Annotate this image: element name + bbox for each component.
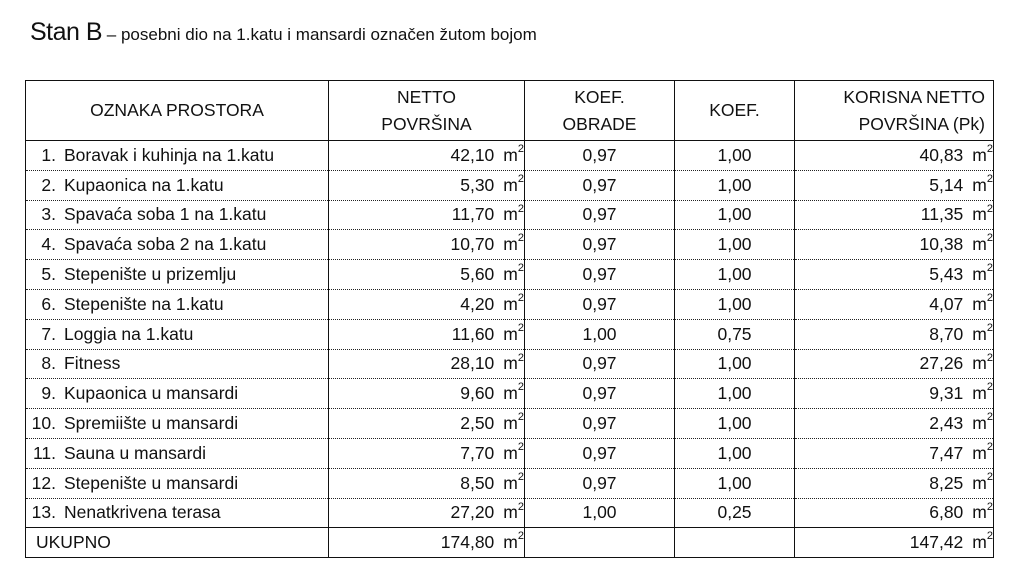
room-name: Stepenište na 1.katu [64, 293, 224, 314]
unit-label: $m^2$ [972, 470, 993, 493]
cell-koef: 1,00 [675, 200, 795, 230]
unit-label: $m^2$ [503, 232, 524, 255]
netto-value: 8,50 [460, 472, 495, 493]
unit-label: $m^2$ [972, 262, 993, 285]
room-name: Fitness [64, 353, 121, 374]
cell-room [26, 289, 329, 319]
cell-netto [329, 170, 525, 200]
cell-korisna [795, 319, 994, 349]
table-row [26, 200, 994, 230]
netto-value: 5,30 [460, 174, 495, 195]
table-row [26, 349, 994, 379]
cell-koef-obrade: 0,97 [525, 438, 675, 468]
table-header-row [26, 81, 994, 141]
unit-label: $m^2$ [972, 411, 993, 434]
room-name: Loggia na 1.katu [64, 323, 194, 344]
netto-value: 28,10 [450, 353, 495, 374]
cell-koef-obrade: 0,97 [525, 468, 675, 498]
total-row [26, 528, 994, 558]
unit-label: $m^2$ [503, 470, 524, 493]
netto-value: 7,70 [460, 442, 495, 463]
row-number: 9. [41, 383, 56, 404]
cell-koef-obrade: 0,97 [525, 230, 675, 260]
unit-label: $m^2$ [503, 262, 524, 285]
unit-label: $m^2$ [503, 321, 524, 344]
cell-korisna [795, 230, 994, 260]
cell-room [26, 379, 329, 409]
netto-value: 5,60 [460, 264, 495, 285]
cell-korisna [795, 170, 994, 200]
cell-koef: 1,00 [675, 409, 795, 439]
total-korisna [795, 528, 994, 558]
unit-label: $m^2$ [972, 143, 993, 165]
unit-label: $m^2$ [972, 441, 993, 463]
room-name: Stepenište u prizemlju [64, 264, 237, 285]
header-koef-obrade: KOEF. OBRADE [525, 81, 675, 141]
table-row [26, 498, 994, 528]
korisna-value: 40,83 [919, 144, 964, 165]
unit-label: $m^2$ [503, 351, 524, 374]
cell-korisna [795, 438, 994, 468]
cell-koef-obrade: 0,97 [525, 200, 675, 230]
cell-koef: 1,00 [675, 141, 795, 171]
cell-koef-obrade: 0,97 [525, 349, 675, 379]
korisna-value: 11,35 [920, 204, 964, 225]
table-row [26, 170, 994, 200]
header-korisna: KORISNA NETTO POVRŠINA (Pk) [795, 81, 994, 141]
cell-netto [329, 498, 525, 528]
total-label: UKUPNO [26, 528, 329, 558]
unit-label: $m^2$ [972, 381, 993, 404]
cell-koef-obrade: 0,97 [525, 289, 675, 319]
cell-room [26, 200, 329, 230]
cell-room [26, 319, 329, 349]
cell-korisna [795, 141, 994, 171]
cell-netto [329, 200, 525, 230]
cell-korisna [795, 468, 994, 498]
unit-label: $m^2$ [503, 411, 524, 434]
unit-label: $m^2$ [972, 292, 993, 314]
unit-label: $m^2$ [972, 321, 993, 344]
row-number: 2. [41, 174, 56, 195]
table-row [26, 468, 994, 498]
cell-netto [329, 260, 525, 290]
header-koef: KOEF. [675, 81, 795, 141]
cell-koef: 1,00 [675, 260, 795, 290]
netto-value: 10,70 [450, 234, 495, 255]
cell-korisna [795, 379, 994, 409]
korisna-value: 4,07 [929, 293, 964, 314]
unit-label: $m^2$ [972, 500, 993, 523]
row-number: 4. [41, 234, 56, 255]
total-netto-value: 174,80 [440, 532, 495, 553]
cell-koef: 1,00 [675, 468, 795, 498]
cell-koef-obrade: 1,00 [525, 498, 675, 528]
cell-koef: 1,00 [675, 289, 795, 319]
cell-koef: 1,00 [675, 170, 795, 200]
cell-room [26, 438, 329, 468]
row-number: 11. [32, 442, 56, 463]
cell-netto [329, 349, 525, 379]
table-row [26, 438, 994, 468]
korisna-value: 10,38 [919, 234, 964, 255]
cell-room [26, 170, 329, 200]
unit-label: $m^2$ [972, 202, 993, 225]
room-name: Spavaća soba 1 na 1.katu [64, 204, 267, 225]
cell-korisna [795, 409, 994, 439]
row-number: 13. [31, 502, 56, 523]
unit-label: $m^2$ [503, 172, 524, 195]
unit-label: $m^2$ [503, 202, 524, 225]
cell-korisna [795, 349, 994, 379]
room-name: Sauna u mansardi [64, 442, 207, 463]
title-strong: Stan B [30, 18, 103, 46]
korisna-value: 5,43 [929, 264, 964, 285]
table-row [26, 141, 994, 171]
total-empty-koef-obrade [525, 528, 675, 558]
room-name: Spremiište u mansardi [64, 413, 239, 434]
unit-label: $m^2$ [503, 500, 524, 523]
table-row [26, 289, 994, 319]
cell-netto [329, 289, 525, 319]
table-row [26, 409, 994, 439]
header-oznaka: OZNAKA PROSTORA [26, 81, 329, 141]
netto-value: 27,20 [450, 502, 495, 523]
table-row [26, 319, 994, 349]
room-name: Kupaonica u mansardi [64, 383, 239, 404]
unit-label: $m^2$ [972, 351, 993, 374]
cell-korisna [795, 498, 994, 528]
unit-label: $m^2$ [972, 172, 993, 195]
total-netto [329, 528, 525, 558]
cell-koef: 0,75 [675, 319, 795, 349]
cell-netto [329, 141, 525, 171]
room-name: Nenatkrivena terasa [64, 502, 221, 523]
total-korisna-value: 147,42 [909, 532, 964, 553]
unit-label: $m^2$ [503, 143, 524, 165]
total-empty-koef [675, 528, 795, 558]
netto-value: 4,20 [460, 293, 495, 314]
korisna-value: 6,80 [929, 502, 964, 523]
room-name: Kupaonica na 1.katu [64, 174, 224, 195]
cell-koef: 1,00 [675, 349, 795, 379]
table-row [26, 379, 994, 409]
cell-netto [329, 438, 525, 468]
cell-room [26, 498, 329, 528]
cell-netto [329, 409, 525, 439]
unit-label: $m^2$ [972, 232, 993, 255]
korisna-value: 9,31 [929, 383, 964, 404]
unit-label: $m^2$ [972, 530, 993, 553]
korisna-value: 8,70 [929, 323, 964, 344]
cell-room [26, 468, 329, 498]
unit-label: $m^2$ [503, 381, 524, 404]
header-netto: NETTO POVRŠINA [329, 81, 525, 141]
row-number: 5. [41, 264, 56, 285]
korisna-value: 7,47 [929, 442, 964, 463]
row-number: 8. [41, 353, 56, 374]
korisna-value: 5,14 [929, 174, 964, 195]
netto-value: 11,60 [451, 323, 495, 344]
cell-koef-obrade: 1,00 [525, 319, 675, 349]
room-name: Spavaća soba 2 na 1.katu [64, 234, 267, 255]
cell-room [26, 260, 329, 290]
cell-korisna [795, 260, 994, 290]
cell-koef: 1,00 [675, 379, 795, 409]
cell-koef: 0,25 [675, 498, 795, 528]
korisna-value: 2,43 [929, 413, 964, 434]
table-row [26, 230, 994, 260]
cell-korisna [795, 289, 994, 319]
netto-value: 11,70 [451, 204, 495, 225]
row-number: 6. [41, 293, 56, 314]
korisna-value: 8,25 [929, 472, 964, 493]
cell-koef-obrade: 0,97 [525, 170, 675, 200]
cell-room [26, 409, 329, 439]
cell-koef: 1,00 [675, 438, 795, 468]
room-name: Boravak i kuhinja na 1.katu [64, 144, 275, 165]
netto-value: 2,50 [460, 413, 495, 434]
row-number: 7. [41, 323, 56, 344]
cell-koef-obrade: 0,97 [525, 141, 675, 171]
cell-room [26, 230, 329, 260]
cell-netto [329, 230, 525, 260]
page-title [30, 18, 537, 47]
cell-koef-obrade: 0,97 [525, 379, 675, 409]
row-number: 12. [31, 472, 56, 493]
row-number: 10. [31, 413, 56, 434]
row-number: 1. [41, 144, 56, 165]
unit-label: $m^2$ [503, 530, 524, 553]
cell-room [26, 349, 329, 379]
netto-value: 9,60 [460, 383, 495, 404]
cell-korisna [795, 200, 994, 230]
cell-netto [329, 468, 525, 498]
table-row [26, 260, 994, 290]
cell-koef-obrade: 0,97 [525, 409, 675, 439]
row-number: 3. [41, 204, 56, 225]
unit-label: $m^2$ [503, 441, 524, 463]
cell-netto [329, 319, 525, 349]
cell-room [26, 141, 329, 171]
title-subtitle: – posebni dio na 1.katu i mansardi označen žutom bojom [102, 25, 537, 44]
netto-value: 42,10 [450, 144, 495, 165]
korisna-value: 27,26 [919, 353, 964, 374]
area-table [25, 80, 994, 558]
cell-netto [329, 379, 525, 409]
room-name: Stepenište u mansardi [64, 472, 239, 493]
unit-label: $m^2$ [503, 292, 524, 314]
cell-koef-obrade: 0,97 [525, 260, 675, 290]
cell-koef: 1,00 [675, 230, 795, 260]
